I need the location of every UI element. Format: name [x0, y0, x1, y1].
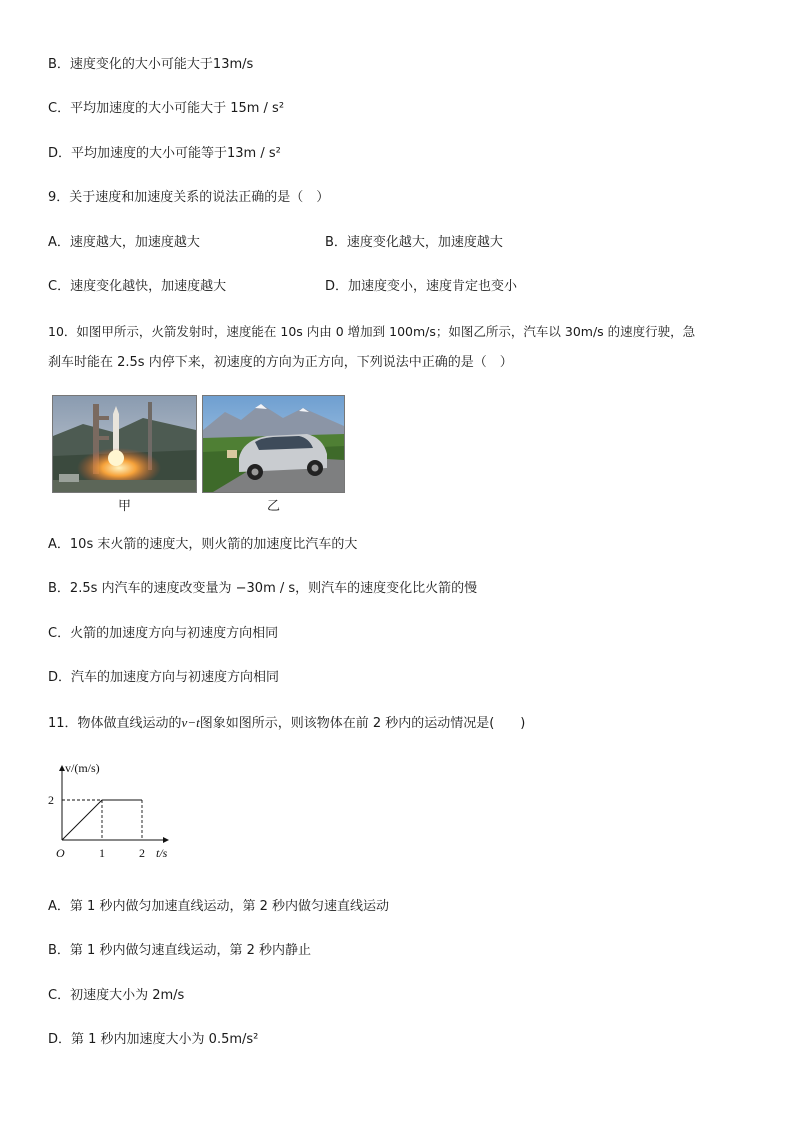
velocity-time-graph [48, 760, 182, 869]
q10-stem-line1: 10．如图甲所示，火箭发射时，速度能在 10s 内由 0 增加到 100m/s；如图乙所示，汽车以 30m/s 的速度行驶，急 [48, 324, 696, 339]
y-tick-label: 2 [48, 793, 54, 807]
q9-option-d: D．加速度变小，速度肯定也变小 [325, 279, 518, 294]
q10-option-b: B．2.5s 内汽车的速度改变量为 −30m / s，则汽车的速度变化比火箭的慢 [48, 581, 478, 596]
q11-option-d: D．第 1 秒内加速度大小为 0.5m/s² [48, 1032, 259, 1047]
accelerating-segment [62, 800, 102, 840]
car-braking-photo [202, 395, 345, 493]
q11-option-c: C．初速度大小为 2m/s [48, 988, 185, 1003]
q10-stem-line2: 刹车时能在 2.5s 内停下来，初速度的方向为正方向，下列说法中正确的是（ ） [48, 355, 513, 370]
rocket-launch-photo [52, 395, 197, 493]
q10-option-a: A．10s 末火箭的速度大，则火箭的加速度比汽车的大 [48, 537, 358, 552]
x-axis-label: t/s [156, 846, 168, 860]
x-tick-label-1: 1 [99, 846, 105, 860]
q9-option-c: C．速度变化越快，加速度越大 [48, 279, 227, 294]
q11-option-b: B．第 1 秒内做匀速直线运动，第 2 秒内静止 [48, 943, 311, 958]
q9-option-a: A．速度越大，加速度越大 [48, 235, 200, 250]
q9-stem: 9．关于速度和加速度关系的说法正确的是（ ） [48, 190, 330, 205]
x-tick-label-2: 2 [139, 846, 145, 860]
figure-label-jia: 甲 [118, 499, 132, 514]
q11-option-a: A．第 1 秒内做匀加速直线运动，第 2 秒内做匀速直线运动 [48, 899, 389, 914]
figure-label-yi: 乙 [267, 499, 281, 514]
vt-math-label: v−t [181, 715, 200, 730]
origin-label: O [56, 846, 65, 860]
q10-option-d: D．汽车的加速度方向与初速度方向相同 [48, 670, 280, 685]
q11-stem: 11．物体做直线运动的v−t图象如图所示，则该物体在前 2 秒内的运动情况是( ) [48, 715, 526, 731]
q9-option-b: B．速度变化越大，加速度越大 [325, 235, 503, 250]
q8-option-d: D．平均加速度的大小可能等于13m / s² [48, 146, 281, 161]
q10-option-c: C．火箭的加速度方向与初速度方向相同 [48, 626, 279, 641]
q8-option-b: B．速度变化的大小可能大于13m/s [48, 57, 254, 72]
y-axis-label: v/(m/s) [65, 761, 100, 775]
q8-option-c: C．平均加速度的大小可能大于 15m / s² [48, 101, 285, 116]
